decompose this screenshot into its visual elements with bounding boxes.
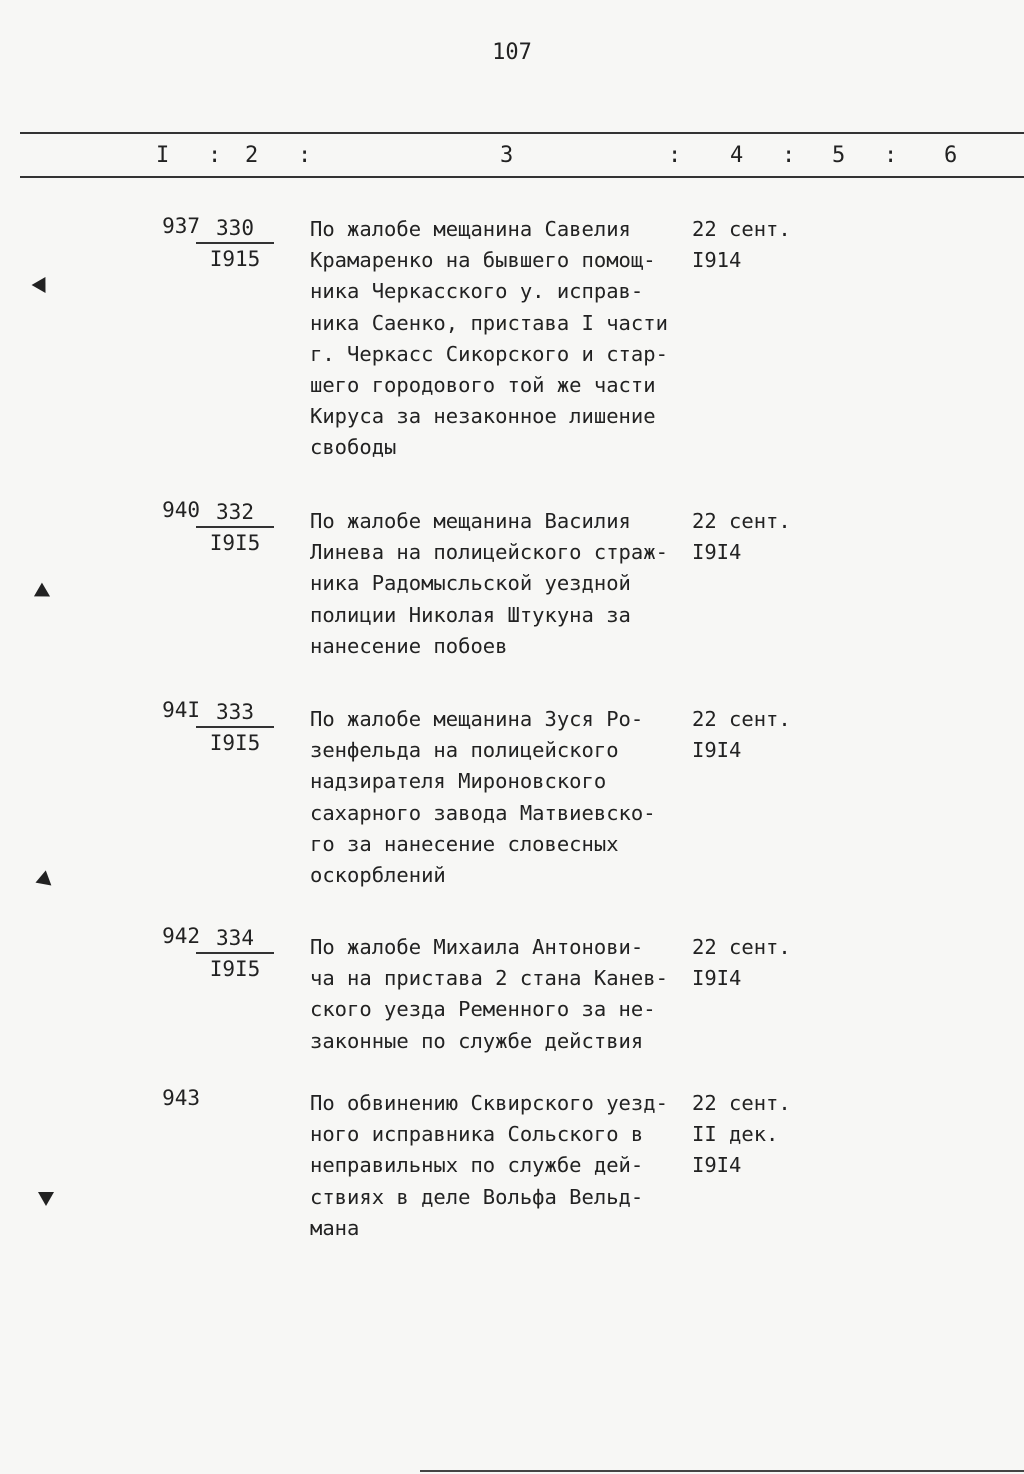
column-separator: : — [884, 143, 898, 168]
entry-number: 940 — [162, 498, 200, 522]
description-line: полиции Николая Штукуна за — [310, 602, 631, 627]
description-line: ча на пристава 2 стана Канев- — [310, 966, 668, 991]
description-line: ствиях в деле Вольфа Вельд- — [310, 1184, 644, 1209]
binding-hole-icon — [34, 583, 54, 604]
entry-dates — [692, 932, 832, 994]
entry-description — [310, 506, 685, 662]
binding-hole-icon — [32, 277, 53, 297]
date-line: I9I4 — [692, 966, 742, 991]
description-line: ного исправника Сольского в — [310, 1122, 644, 1147]
description-line: г. Черкасс Сикорского и стар- — [310, 341, 668, 366]
description-line: зенфельда на полицейского — [310, 738, 619, 763]
case-year: I915 — [209, 247, 261, 271]
date-line: I914 — [692, 248, 742, 273]
entry-number: 942 — [162, 924, 200, 948]
case-year: I9I5 — [209, 731, 261, 755]
entry-dates — [692, 704, 832, 766]
description-line: надзирателя Мироновского — [310, 769, 607, 794]
date-line: I9I4 — [692, 738, 742, 763]
case-number: 334 — [216, 926, 254, 950]
case-reference — [190, 498, 280, 558]
case-number: 333 — [216, 700, 254, 724]
column-header-3: 3 — [500, 143, 514, 168]
description-line: законные по службе действия — [310, 1028, 644, 1053]
column-header-4: 4 — [730, 143, 744, 168]
date-line: 22 сент. — [692, 509, 791, 533]
entry-description — [310, 704, 685, 891]
entry-number: 937 — [162, 214, 200, 238]
entry-description — [310, 214, 685, 464]
date-line: I9I4 — [692, 1153, 742, 1178]
column-header-1: I — [156, 143, 170, 168]
description-line: По жалобе мещанина Зуся Ро- — [310, 707, 644, 731]
case-reference — [190, 214, 280, 274]
date-line: II дек. — [692, 1122, 779, 1147]
description-line: нанесение побоев — [310, 633, 508, 658]
description-line: Кируса за незаконное лишение — [310, 404, 656, 429]
description-line: го за нанесение словесных — [310, 831, 619, 856]
column-separator: : — [782, 143, 796, 168]
date-line: 22 сент. — [692, 935, 791, 959]
description-line: неправильных по службе дей- — [310, 1153, 644, 1178]
description-line: По жалобе мещанина Василия — [310, 509, 631, 533]
description-line: оскорблений — [310, 863, 446, 888]
page-bottom-rule — [420, 1470, 1024, 1472]
description-line: сахарного завода Матвиевско- — [310, 800, 656, 825]
case-year: I9I5 — [209, 957, 261, 981]
column-separator: : — [298, 143, 312, 168]
page-number: 107 — [492, 40, 532, 65]
entry-dates — [692, 214, 832, 276]
case-year: I9I5 — [209, 531, 261, 555]
entry-dates — [692, 1088, 832, 1182]
description-line: Крамаренко на бывшего помощ- — [310, 248, 656, 273]
description-line: ского уезда Ременного за не- — [310, 997, 656, 1022]
description-line: По жалобе мещанина Савелия — [310, 217, 631, 241]
case-number: 330 — [216, 216, 254, 240]
column-header-2: 2 — [245, 143, 259, 168]
description-line: шего городового той же части — [310, 373, 656, 398]
description-line: По обвинению Сквирского уезд- — [310, 1091, 668, 1115]
date-line: 22 сент. — [692, 1091, 791, 1115]
entry-number: 94I — [162, 698, 200, 722]
case-reference — [190, 924, 280, 984]
column-separator: : — [208, 143, 222, 168]
description-line: Линева на полицейского страж- — [310, 540, 668, 565]
column-separator: : — [668, 143, 682, 168]
column-header-6: 6 — [944, 143, 958, 168]
date-line: 22 сент. — [692, 707, 791, 731]
description-line: ника Саенко, пристава I части — [310, 310, 668, 335]
table-top-rule — [20, 132, 1024, 134]
binding-hole-icon — [38, 1192, 54, 1206]
date-line: 22 сент. — [692, 217, 791, 241]
description-line: свободы — [310, 435, 397, 460]
description-line: ника Черкасского у. исправ- — [310, 279, 644, 304]
case-number: 332 — [216, 500, 254, 524]
header-bottom-rule — [20, 176, 1024, 178]
description-line: По жалобе Михаила Антонови- — [310, 935, 644, 959]
entry-description — [310, 1088, 685, 1244]
description-line: мана — [310, 1215, 360, 1240]
entry-dates — [692, 506, 832, 568]
entry-number: 943 — [162, 1086, 200, 1110]
description-line: ника Радомысльской уездной — [310, 571, 631, 596]
case-reference — [190, 698, 280, 758]
entry-description — [310, 932, 685, 1057]
date-line: I9I4 — [692, 540, 742, 565]
binding-hole-icon — [35, 870, 56, 891]
column-header-5: 5 — [832, 143, 846, 168]
